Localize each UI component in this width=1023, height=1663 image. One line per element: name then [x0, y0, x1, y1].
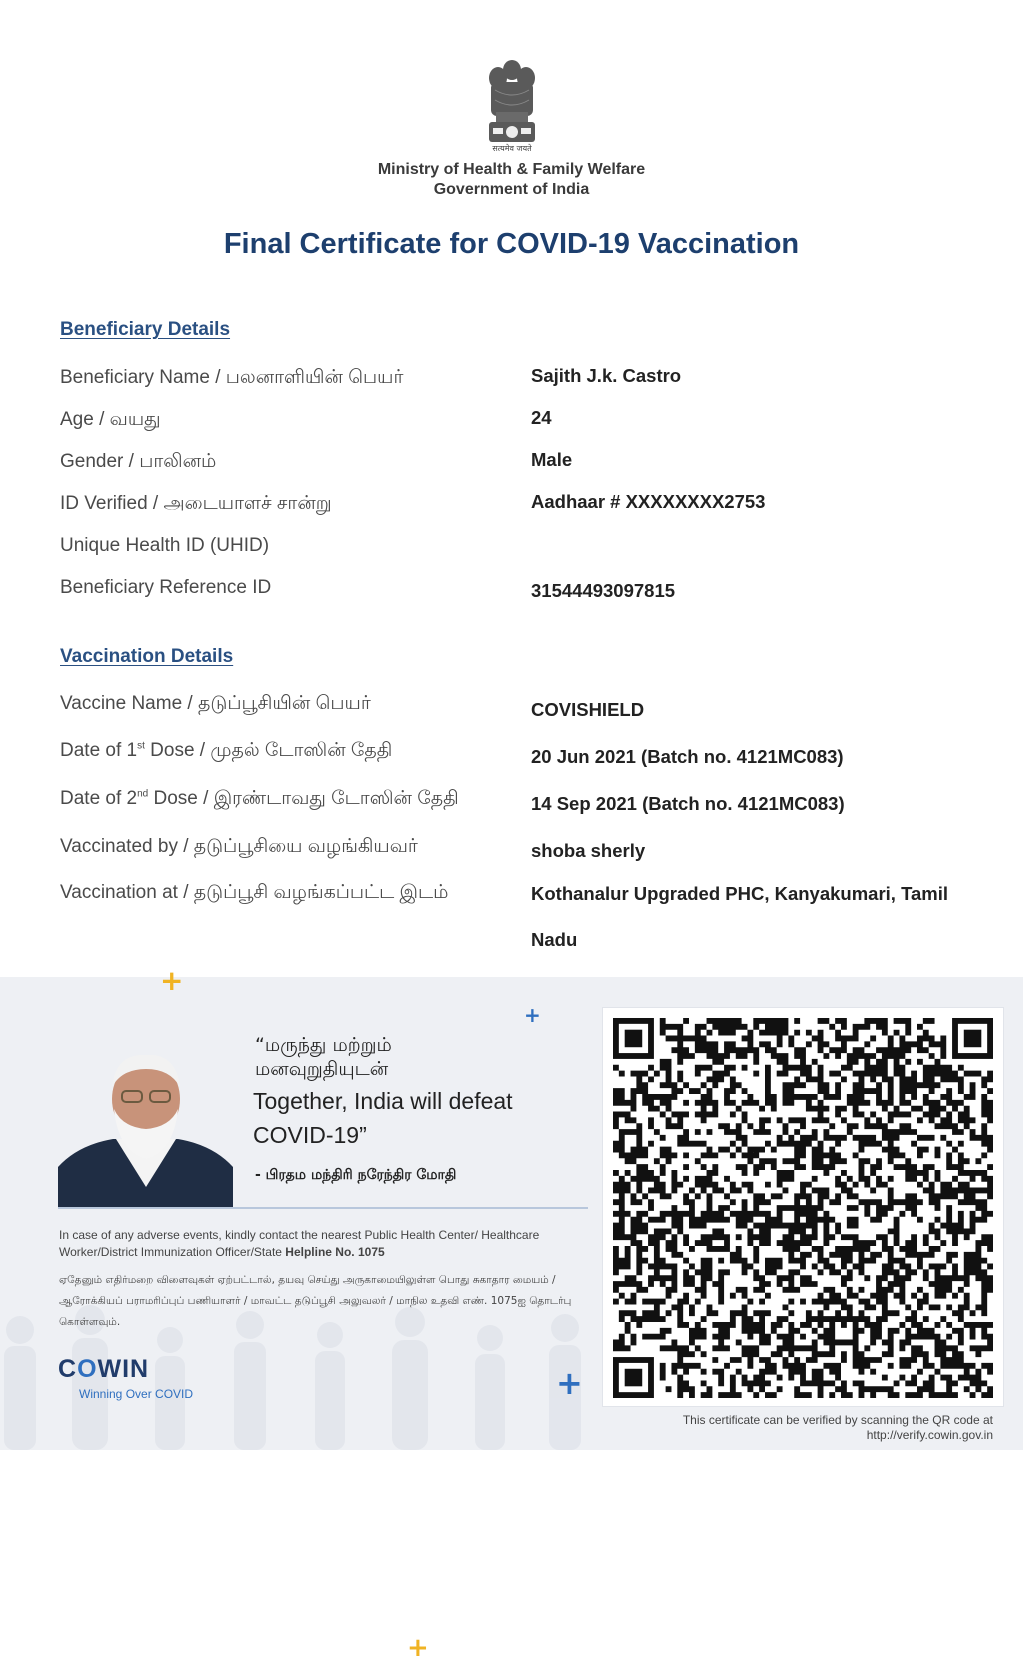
beneficiary-reference-row: [60, 577, 1000, 607]
footer-band: [0, 964, 1023, 1663]
ministry-line-2: Government of India: [433, 181, 590, 198]
dose1-label-sup: st: [137, 740, 145, 752]
cowin-logo: [58, 1355, 149, 1384]
cowin-logo-c: C: [58, 1355, 78, 1383]
dose2-label-pre: Date of 2: [60, 788, 138, 809]
dose1-row: [60, 740, 1000, 770]
vaccinated-by-value: shoba sherly: [531, 840, 646, 861]
age-label: Age / வயது: [60, 409, 161, 430]
vaccinated-by-row: [60, 836, 1000, 866]
gender-value: Male: [531, 449, 573, 470]
cowin-logo-rest: WIN: [97, 1355, 150, 1383]
vaccination-details-heading: Vaccination Details: [60, 646, 234, 667]
dose1-label-pre: Date of 1: [60, 740, 138, 761]
footer-divider: [58, 1207, 588, 1209]
helpline-notice-english: [59, 1227, 559, 1261]
emblem-motto: सत्यमेव जयते: [492, 144, 532, 153]
cowin-logo-o: O: [77, 1355, 98, 1383]
helpline-notice-tamil: ஏதேனும் எதிர்மறை விளைவுகள் ஏற்பட்டால், தயவு செய்து அருகாமையிலுள்ள பொது சுகாதார மையம் / ஆரோக்கியப் பராமரிப்புப் பணியாளர் / மாவட்ட தடுப்பூசி அலுவலர் / மாநில உதவி எண். 1075ஐ தொடர்பு கொள்ளவும்.: [59, 1274, 572, 1328]
qr-verification-note: [602, 1413, 993, 1443]
vaccinated-by-label: Vaccinated by / தடுப்பூசியை வழங்கியவர்: [60, 836, 418, 857]
helpline-number: Helpline No. 1075: [285, 1245, 385, 1259]
dose2-label-post: Dose / இரண்டாவது டோஸின் தேதி: [148, 788, 459, 809]
gender-label: Gender / பாலினம்: [60, 451, 217, 472]
dose2-label: [60, 788, 459, 812]
id-verified-value: Aadhaar # XXXXXXXX2753: [531, 491, 766, 512]
qr-code-container: [602, 1007, 1004, 1407]
vaccinated-at-row: [60, 882, 1000, 950]
ministry-line-1: Ministry of Health & Family Welfare: [377, 161, 646, 178]
vaccinated-at-value: Kothanalur Upgraded PHC, Kanyakumari, Tamil Nadu: [531, 883, 949, 950]
dose1-value: 20 Jun 2021 (Batch no. 4121MC083): [531, 746, 844, 767]
prime-minister-portrait-icon: [58, 1047, 233, 1209]
uhid-label: Unique Health ID (UHID): [60, 535, 270, 556]
quote-tamil-line-2: மனவுறுதியுடன்: [255, 1058, 389, 1080]
ministry-name: [0, 160, 1023, 200]
beneficiary-name-label: Beneficiary Name / பலனாளியின் பெயர்: [60, 367, 404, 388]
vaccine-name-row: [60, 693, 1000, 723]
beneficiary-name-row: [60, 367, 1000, 397]
vaccinated-at-label: Vaccination at / தடுப்பூசி வழங்கப்பட்ட இடம்: [60, 882, 449, 903]
dose2-label-sup: nd: [137, 788, 149, 800]
quote-english: Together, India will defeat COVID-19”: [253, 1088, 513, 1148]
quote-tamil: [255, 1033, 392, 1081]
quote-attribution: - பிரதம மந்திரி நரேந்திர மோதி: [255, 1167, 457, 1183]
helpline-notice-text: In case of any adverse events, kindly contact the nearest Public Health Center/ Healthcare Worker/District Immunization Officer/State: [59, 1228, 540, 1259]
vaccine-name-label: Vaccine Name / தடுப்பூசியின் பெயர்: [60, 693, 371, 714]
gender-row: [60, 451, 1000, 481]
dose1-label-post: Dose / முதல் டோஸின் தேதி: [144, 740, 393, 761]
uhid-row: [60, 535, 1000, 565]
dose2-row: [60, 788, 1000, 818]
age-row: [60, 409, 1000, 439]
id-verified-label: ID Verified / அடையாளச் சான்று: [60, 493, 332, 514]
plus-icon: +: [160, 964, 184, 997]
plus-icon: +: [556, 1364, 583, 1402]
quote-tamil-line-1: “மருந்து மற்றும்: [255, 1034, 392, 1056]
beneficiary-details-heading: Beneficiary Details: [60, 319, 231, 340]
beneficiary-reference-label: Beneficiary Reference ID: [60, 577, 272, 598]
id-verified-row: [60, 493, 1000, 523]
national-emblem-icon: [483, 56, 541, 152]
qr-note-line-1: This certificate can be verified by scanning the QR code at: [682, 1413, 993, 1427]
dose2-value: 14 Sep 2021 (Batch no. 4121MC083): [531, 793, 845, 814]
certificate-title: Final Certificate for COVID-19 Vaccination: [223, 228, 800, 260]
cowin-tagline: Winning Over COVID: [79, 1387, 194, 1401]
vaccine-name-value: COVISHIELD: [531, 699, 645, 720]
qr-code-icon: [613, 1018, 995, 1398]
age-value: 24: [531, 407, 552, 428]
plus-icon: +: [407, 1633, 429, 1663]
qr-note-line-2: http://verify.cowin.gov.in: [866, 1428, 993, 1442]
beneficiary-name-value: Sajith J.k. Castro: [531, 365, 682, 386]
beneficiary-reference-value: 31544493097815: [531, 580, 676, 601]
plus-icon: +: [524, 1003, 541, 1027]
dose1-label: [60, 740, 392, 764]
